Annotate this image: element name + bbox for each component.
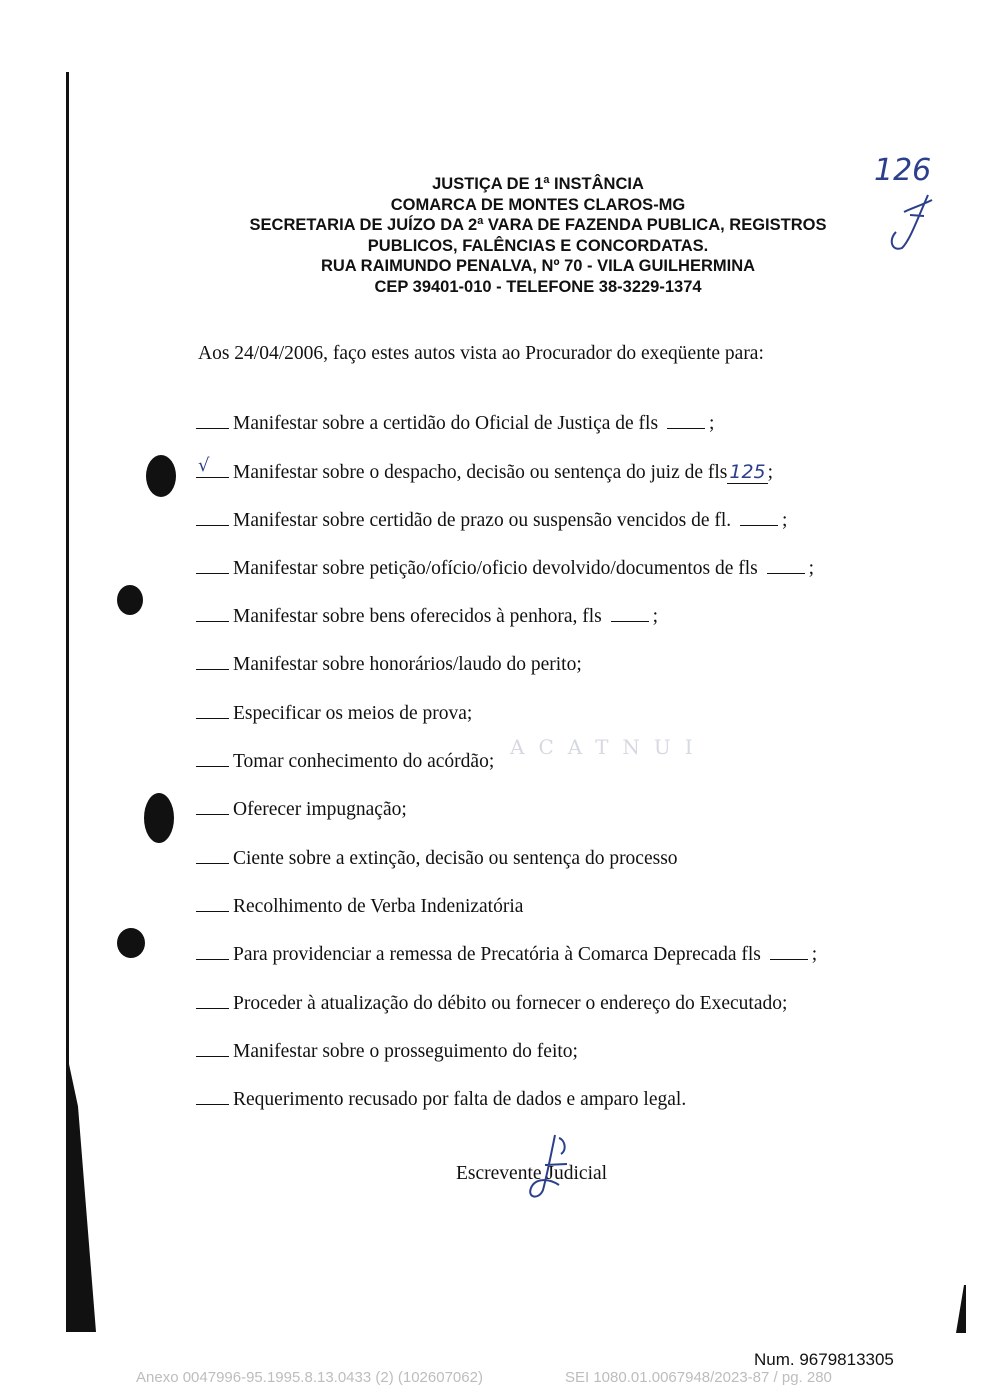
item-text: Manifestar sobre o despacho, decisão ou sentença do juiz de fls: [233, 462, 728, 484]
list-item: Para providenciar a remessa de Precatória à Comarca Deprecada fls ;: [196, 944, 896, 992]
list-item: Manifestar sobre a certidão do Oficial de Justiça de fls ;: [196, 413, 896, 461]
checkbox-line[interactable]: [196, 559, 229, 574]
punch-hole: [144, 793, 174, 843]
item-text: Manifestar sobre bens oferecidos à penhora, fls: [233, 606, 602, 628]
item-text: Ciente sobre a extinção, decisão ou sentença do processo: [233, 847, 678, 869]
fill-value: 125: [729, 461, 766, 484]
footer-right: SEI 1080.01.0067948/2023-87 / pg. 280: [565, 1369, 832, 1386]
list-item: [196, 654, 896, 702]
checkbox-line[interactable]: [196, 1090, 229, 1105]
fill-blank[interactable]: [611, 607, 649, 622]
signature-label: Escrevente Judicial: [456, 1163, 608, 1184]
fill-blank[interactable]: [770, 945, 808, 960]
item-text: Especificar os meios de prova;: [233, 702, 473, 724]
handwritten-page-number-text: 126: [874, 153, 932, 188]
checkbox-line[interactable]: [196, 607, 229, 622]
punch-hole: [146, 455, 176, 497]
item-text: Manifestar sobre o prosseguimento do feito;: [233, 1040, 578, 1062]
checkbox-line[interactable]: [196, 455, 229, 478]
item-text: Recolhimento de Verba Indenizatória: [233, 895, 524, 917]
header-line: SECRETARIA DE JUÍZO DA 2ª VARA DE FAZENDA PUBLICA, REGISTROS: [249, 216, 827, 235]
punch-hole: [117, 928, 145, 958]
item-text: Proceder à atualização do débito ou fornecer o endereço do Executado;: [233, 992, 788, 1014]
item-text: Manifestar sobre petição/ofício/oficio devolvido/documentos de fls: [233, 557, 758, 579]
checkbox-line[interactable]: [196, 704, 229, 719]
checklist: [196, 413, 896, 1137]
check-mark-icon: √: [198, 455, 210, 477]
list-item: Manifestar sobre petição/ofício/oficio devolvido/documentos de fls ;: [196, 558, 896, 606]
court-header: [200, 174, 876, 298]
header-line: COMARCA DE MONTES CLAROS-MG: [390, 195, 686, 214]
checkbox-line[interactable]: [196, 994, 229, 1009]
list-item: [196, 1041, 896, 1089]
checkbox-line[interactable]: [196, 414, 229, 429]
header-line: JUSTIÇA DE 1ª INSTÂNCIA: [432, 175, 644, 193]
checkbox-line[interactable]: [196, 655, 229, 670]
item-text: Para providenciar a remessa de Precatória à Comarca Deprecada fls: [233, 944, 761, 966]
punch-hole: [117, 585, 143, 615]
intro-text: Aos 24/04/2006, faço estes autos vista ao Procurador do exeqüente para:: [198, 343, 764, 364]
checkbox-line[interactable]: [196, 897, 229, 912]
checkbox-line[interactable]: [196, 800, 229, 815]
header-line: CEP 39401-010 - TELEFONE 38-3229-1374: [374, 277, 702, 296]
checkbox-line[interactable]: [196, 511, 229, 526]
item-text: Tomar conhecimento do acórdão;: [233, 751, 495, 773]
page-edge-wedge-left: [66, 1050, 96, 1332]
fill-blank[interactable]: [740, 511, 778, 526]
item-text: Manifestar sobre a certidão do Oficial de Justiça de fls: [233, 413, 659, 434]
list-item: [196, 993, 896, 1041]
item-text: Oferecer impugnação;: [233, 799, 407, 821]
faint-stamp: ACATNUI: [510, 735, 707, 759]
checkbox-line[interactable]: [196, 752, 229, 767]
list-item: √ Manifestar sobre o despacho, decisão ou sentença do juiz de fls 125 ;: [198, 455, 774, 484]
list-item: [196, 896, 896, 944]
item-text: Requerimento recusado por falta de dados e amparo legal.: [233, 1089, 687, 1111]
fill-blank[interactable]: [767, 559, 805, 574]
list-item: [196, 848, 896, 896]
page-edge-wedge-right: [956, 1285, 966, 1333]
list-item: Manifestar sobre certidão de prazo ou suspensão vencidos de fl. ;: [196, 510, 896, 558]
list-item: Manifestar sobre bens oferecidos à penhora, fls ;: [196, 606, 896, 654]
fill-blank[interactable]: [667, 414, 705, 429]
list-item: [196, 751, 896, 799]
list-item: [196, 703, 896, 751]
header-line: PUBLICOS, FALÊNCIAS E CONCORDATAS.: [367, 236, 709, 255]
document-number: Num. 9679813305: [754, 1350, 894, 1369]
list-item: [196, 799, 896, 847]
checkbox-line[interactable]: [196, 849, 229, 864]
checkbox-line[interactable]: [196, 945, 229, 960]
header-line: RUA RAIMUNDO PENALVA, Nº 70 - VILA GUILHERMINA: [320, 257, 756, 276]
footer-left: Anexo 0047996-95.1995.8.13.0433 (2) (102607062): [136, 1369, 483, 1386]
checkbox-line[interactable]: [196, 1042, 229, 1057]
item-text: Manifestar sobre certidão de prazo ou suspensão vencidos de fl.: [233, 509, 732, 531]
item-text: Manifestar sobre honorários/laudo do perito;: [233, 654, 582, 676]
